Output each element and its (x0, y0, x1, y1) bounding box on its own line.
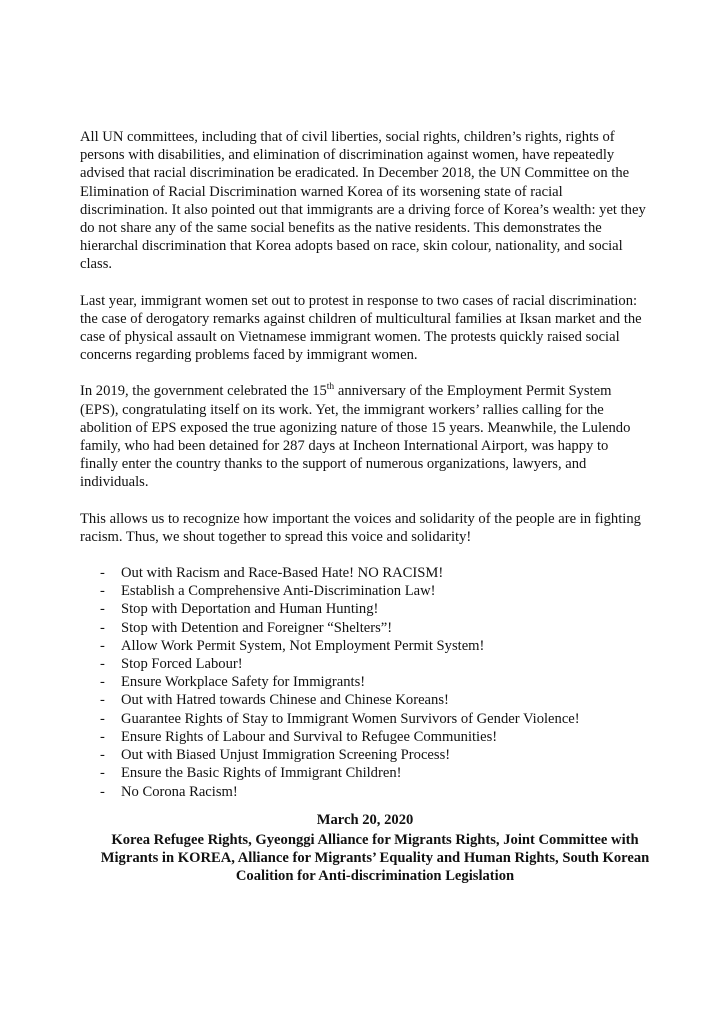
document-body (80, 128, 650, 886)
list-dash-marker: - (100, 710, 105, 727)
list-dash-marker: - (100, 565, 105, 582)
list-dash-marker: - (100, 692, 105, 709)
demand-text: Ensure the Basic Rights of Immigrant Children! (121, 765, 402, 782)
demand-item (80, 673, 650, 691)
demand-text: Out with Racism and Race-Based Hate! NO RACISM! (121, 565, 444, 582)
list-dash-marker: - (100, 583, 105, 600)
demand-text: Allow Work Permit System, Not Employment Permit System! (121, 637, 485, 654)
demand-text: Out with Hatred towards Chinese and Chinese Koreans! (121, 692, 449, 709)
demand-item (80, 691, 650, 709)
demand-text: Guarantee Rights of Stay to Immigrant Women Survivors of Gender Violence! (121, 710, 580, 727)
list-dash-marker: - (100, 619, 105, 636)
demand-item (80, 783, 650, 801)
demand-text: Ensure Workplace Safety for Immigrants! (121, 674, 366, 691)
demand-text: Establish a Comprehensive Anti-Discrimination Law! (121, 583, 436, 600)
list-dash-marker: - (100, 656, 105, 673)
demand-text: Stop with Deportation and Human Hunting! (121, 601, 379, 618)
demand-item (80, 746, 650, 764)
demand-text: No Corona Racism! (121, 783, 238, 800)
demand-item (80, 564, 650, 582)
paragraph-un-committees: All UN committees, including that of civil liberties, social rights, children’s rights, rights of persons with disabilities, and elimination of discrimination against women, have repeatedly advised that racial discrimination be eradicated. In December 2018, the UN Committee on the Elimination of Racial Discrimination warned Korea of its worsening state of racial discrimination. It also pointed out that immigrants are a driving force of Korea’s wealth: yet they do not share any of the same social benefits as the native residents. This demonstrates the hierarchal discrimination that Korea adopts based on race, skin colour, nationality, and social class. (80, 129, 646, 273)
demand-item (80, 655, 650, 673)
demand-item (80, 710, 650, 728)
signature-block (80, 811, 650, 886)
demand-text: Stop with Detention and Foreigner “Shelters”! (121, 619, 393, 636)
demand-item (80, 728, 650, 746)
demands-list (80, 564, 650, 801)
demand-text: Ensure Rights of Labour and Survival to Refugee Communities! (121, 728, 498, 745)
ordinal-superscript: th (326, 382, 335, 393)
list-dash-marker: - (100, 747, 105, 764)
paragraph-immigrant-women-protest: Last year, immigrant women set out to protest in response to two cases of racial discrimination: the case of derogatory remarks against children of multicultural families at Iksan market and the case of physical assault on Vietnamese immigrant women. The protests quickly raised social concerns regarding problems faced by immigrant women. (80, 292, 642, 364)
paragraph-eps-text-after: anniversary of the Employment Permit System (EPS), congratulating itself on its work. Yet, the immigrant workers’ rallies calling for the abolition of EPS exposed the true agonizing nature of those 15 years. Meanwhile, the Lulendo family, who had been detained for 287 days at Incheon International Airport, was happy to finally enter the country thanks to the support of numerous organizations, lawyers, and individuals. (80, 383, 631, 491)
paragraph-solidarity: This allows us to recognize how important the voices and solidarity of the people are in fighting racism. Thus, we shout together to spread this voice and solidarity! (80, 510, 641, 545)
list-dash-marker: - (100, 783, 105, 800)
demand-item (80, 619, 650, 637)
demand-text: Stop Forced Labour! (121, 656, 243, 673)
paragraph-employment-permit-system (80, 382, 650, 491)
list-dash-marker: - (100, 728, 105, 745)
demand-item (80, 600, 650, 618)
demand-item (80, 637, 650, 655)
list-dash-marker: - (100, 637, 105, 654)
list-dash-marker: - (100, 674, 105, 691)
list-dash-marker: - (100, 601, 105, 618)
statement-date: March 20, 2020 (316, 811, 414, 828)
list-dash-marker: - (100, 765, 105, 782)
demand-item (80, 582, 650, 600)
paragraph-eps-text-before: In 2019, the government celebrated the 15 (80, 383, 327, 400)
demand-item (80, 764, 650, 782)
signatory-organizations: Korea Refugee Rights, Gyeonggi Alliance for Migrants Rights, Joint Committee with Migrants in KOREA, Alliance for Migrants’ Equality and Human Rights, South Korean Coalition for Anti-discrimination Legislation (100, 831, 650, 885)
demand-text: Out with Biased Unjust Immigration Screening Process! (121, 747, 451, 764)
